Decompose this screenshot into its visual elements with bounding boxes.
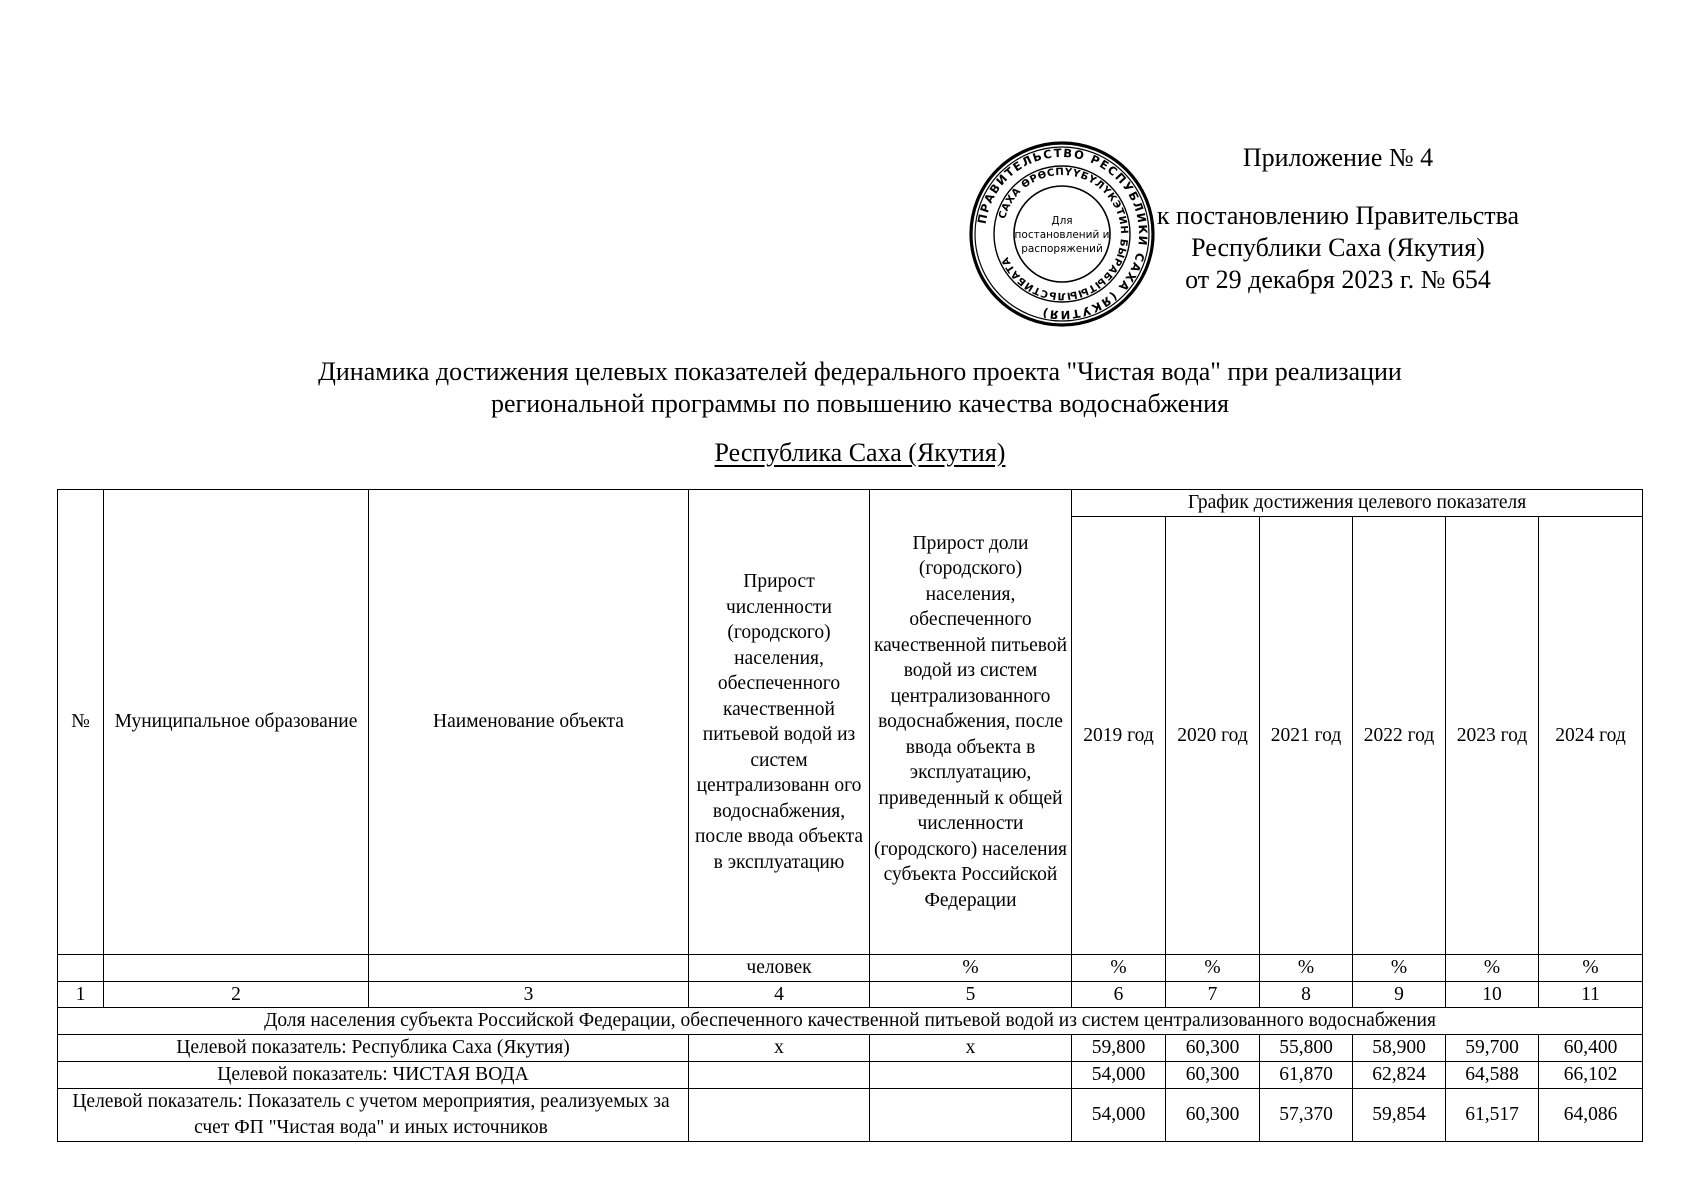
header-year-2020: 2020 год — [1166, 517, 1260, 955]
row-col-5: х — [870, 1034, 1072, 1061]
colnum-8: 8 — [1260, 981, 1353, 1008]
row-col-4 — [689, 1088, 870, 1141]
header-population-growth: Прирост численности (городского) населения, обеспеченного качественной питьевой водой из систем централизованн ого водоснабжения, после ввода объекта в эксплуатацию — [689, 490, 870, 955]
row-value-2019: 54,000 — [1072, 1061, 1166, 1088]
unit-col-8: % — [1260, 955, 1353, 982]
row-value-2021: 61,870 — [1260, 1061, 1353, 1088]
colnum-1: 1 — [58, 981, 104, 1008]
region-heading — [120, 437, 1600, 469]
row-col-5 — [870, 1088, 1072, 1141]
header-schedule: График достижения целевого показателя — [1072, 490, 1643, 517]
row-label-text: Целевой показатель: Показатель с учетом мероприятия, реализуемых за счет ФП "Чистая вода" и иных источников — [72, 1091, 670, 1138]
colnum-5: 5 — [870, 981, 1072, 1008]
appendix-title: Приложение № 4 — [1242, 143, 1434, 172]
row-value-2021: 57,370 — [1260, 1088, 1353, 1141]
seal-center-line-1: Для — [1051, 215, 1073, 227]
row-value-2021: 55,800 — [1260, 1034, 1353, 1061]
row-value-2023: 61,517 — [1446, 1088, 1539, 1141]
colnum-2: 2 — [104, 981, 369, 1008]
header-year-2023: 2023 год — [1446, 517, 1539, 955]
header-year-2019: 2019 год — [1072, 517, 1166, 955]
unit-col-4: человек — [689, 955, 870, 982]
colnum-4: 4 — [689, 981, 870, 1008]
seal-center-line-2: постановлений и — [1014, 229, 1110, 241]
appendix-line-2: Республики Саха (Якутия) — [1191, 233, 1485, 262]
row-label: Целевой показатель: ЧИСТАЯ ВОДА — [58, 1061, 689, 1088]
colnum-3: 3 — [369, 981, 689, 1008]
region-name: Республика Саха (Якутия) — [714, 438, 1006, 467]
colnum-6: 6 — [1072, 981, 1166, 1008]
row-value-2022: 59,854 — [1353, 1088, 1446, 1141]
row-label: Целевой показатель: Республика Саха (Якутия) — [58, 1034, 689, 1061]
row-value-2019: 59,800 — [1072, 1034, 1166, 1061]
section-row — [58, 1008, 1643, 1035]
colnum-9: 9 — [1353, 981, 1446, 1008]
table-row — [58, 1088, 1643, 1141]
row-value-2024: 64,086 — [1539, 1088, 1643, 1141]
appendix-block — [1148, 142, 1528, 296]
colnum-10: 10 — [1446, 981, 1539, 1008]
section-title: Доля населения субъекта Российской Федерации, обеспеченного качественной питьевой водой из систем централизованного водоснабжения — [58, 1008, 1643, 1035]
units-empty-2 — [104, 955, 369, 982]
row-value-2020: 60,300 — [1166, 1088, 1260, 1141]
header-object-name: Наименование объекта — [369, 490, 689, 955]
document-title-line-1: Динамика достижения целевых показателей федерального проекта "Чистая вода" при реализации — [318, 357, 1402, 386]
seal-icon — [968, 140, 1156, 328]
row-value-2019: 54,000 — [1072, 1088, 1166, 1141]
unit-col-11: % — [1539, 955, 1643, 982]
row-col-5 — [870, 1061, 1072, 1088]
units-empty-3 — [369, 955, 689, 982]
table-row — [58, 1061, 1643, 1088]
row-col-4: х — [689, 1034, 870, 1061]
colnum-11: 11 — [1539, 981, 1643, 1008]
header-year-2022: 2022 год — [1353, 517, 1446, 955]
official-seal — [968, 140, 1156, 328]
document-title-line-2: региональной программы по повышению качества водоснабжения — [491, 389, 1229, 418]
header-year-2021: 2021 год — [1260, 517, 1353, 955]
table-row — [58, 1034, 1643, 1061]
row-col-4 — [689, 1061, 870, 1088]
row-value-2020: 60,300 — [1166, 1034, 1260, 1061]
document-title — [120, 356, 1600, 420]
row-value-2023: 64,588 — [1446, 1061, 1539, 1088]
seal-outer-text: ПРАВИТЕЛЬСТВО РЕСПУБЛИКИ САХА (ЯКУТИЯ) — [974, 145, 1151, 323]
seal-center-line-3: распоряжений — [1021, 243, 1103, 255]
appendix-line-3: от 29 декабря 2023 г. № 654 — [1185, 265, 1491, 294]
indicators-table — [57, 489, 1643, 1142]
header-year-2024: 2024 год — [1539, 517, 1643, 955]
row-value-2022: 58,900 — [1353, 1034, 1446, 1061]
row-value-2023: 59,700 — [1446, 1034, 1539, 1061]
header-row-1 — [58, 490, 1643, 517]
unit-col-9: % — [1353, 955, 1446, 982]
header-num: № — [58, 490, 104, 955]
unit-col-10: % — [1446, 955, 1539, 982]
unit-col-7: % — [1166, 955, 1260, 982]
units-empty-1 — [58, 955, 104, 982]
row-value-2022: 62,824 — [1353, 1061, 1446, 1088]
header-municipality: Муниципальное образование — [104, 490, 369, 955]
row-value-2020: 60,300 — [1166, 1061, 1260, 1088]
row-value-2024: 60,400 — [1539, 1034, 1643, 1061]
appendix-line-1: к постановлению Правительства — [1156, 201, 1520, 230]
unit-col-6: % — [1072, 955, 1166, 982]
seal-inner-text: САХА ӨРӨСПҮҮБҮЛҮКЭТИН БЫРАБЫТЫЫЛЬСТИБАТА — [997, 166, 1130, 302]
row-label — [58, 1088, 689, 1141]
column-numbers-row — [58, 981, 1643, 1008]
row-value-2024: 66,102 — [1539, 1061, 1643, 1088]
units-row — [58, 955, 1643, 982]
unit-col-5: % — [870, 955, 1072, 982]
header-share-growth: Прирост доли (городского) населения, обеспеченного качественной питьевой водой из систем централизованного водоснабжения, после ввода объекта в эксплуатацию, приведенный к общей численности (городского) населения субъекта Российской Федерации — [870, 490, 1072, 955]
colnum-7: 7 — [1166, 981, 1260, 1008]
